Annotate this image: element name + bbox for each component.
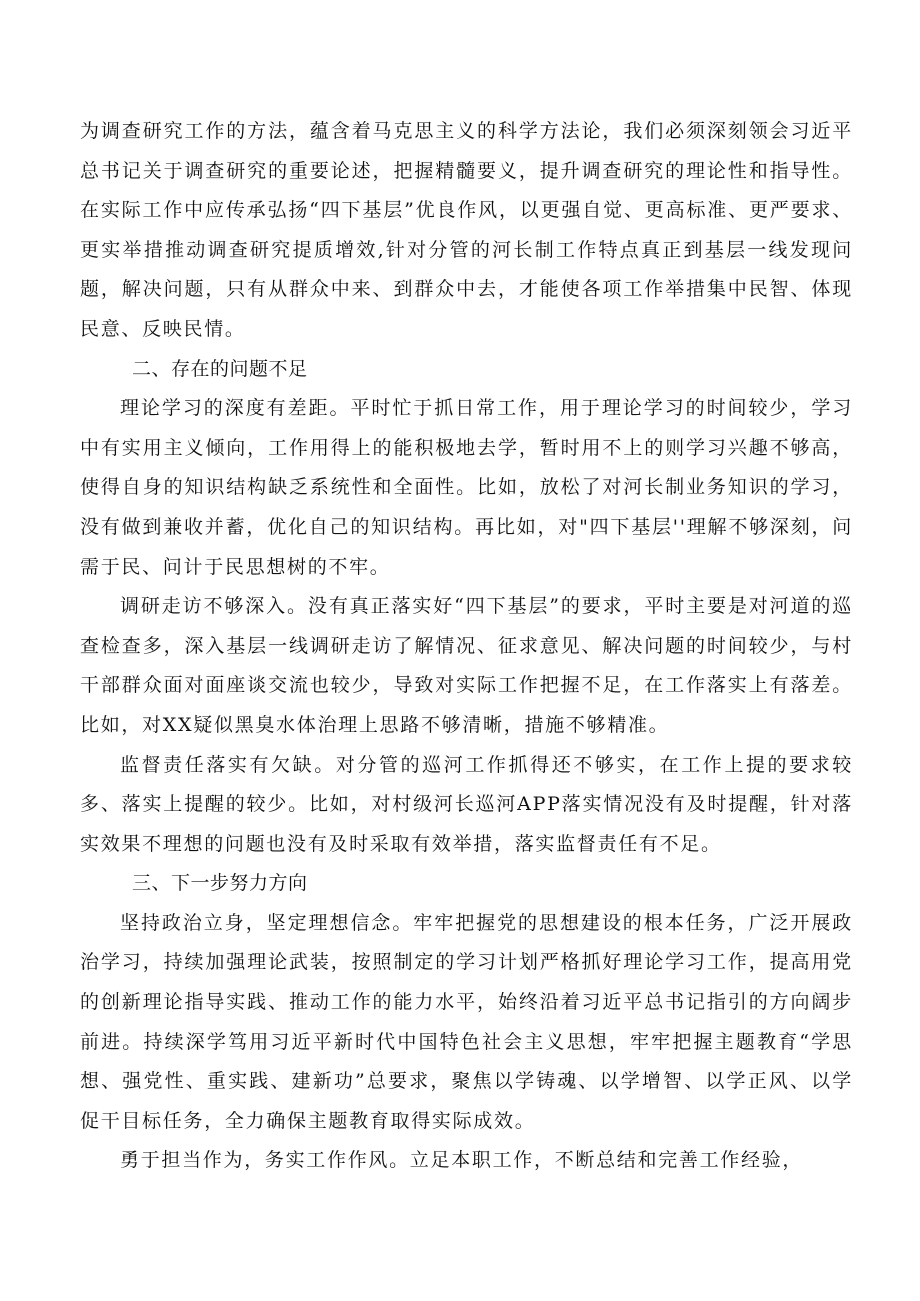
section-heading-problems: 二、存在的问题不足 bbox=[132, 357, 308, 380]
paragraph-research-method: 为调查研究工作的方法，蕴含着马克思主义的科学方法论，我们必须深刻领会习近平总书记关于调查研究的重要论述，把握精髓要义，提升调查研究的理论性和指导性。在实际工作中应传承弘扬“四下基层”优良作风，以更强自觉、更高标准、更严要求、更实举措推动调查研究提质增效,针对分管的河长制工作特点真正到基层一线发现问题，解决问题，只有从群众中来、到群众中去，才能使各项工作举措集中民智、体现民意、反映民情。 bbox=[80, 120, 853, 340]
section-heading-next-steps: 三、下一步努力方向 bbox=[132, 872, 308, 895]
paragraph-supervision: 监督责任落实有欠缺。对分管的巡河工作抓得还不够实，在工作上提的要求较多、落实上提醒的较少。比如，对村级河长巡河APP落实情况没有及时提醒，针对落实效果不理想的问题也没有及时采取有效举措，落实监督责任有不足。 bbox=[80, 753, 853, 855]
paragraph-work-style: 勇于担当作为，务实工作作风。立足本职工作，不断总结和完善工作经验， bbox=[120, 1149, 804, 1172]
paragraph-theory-study: 理论学习的深度有差距。平时忙于抓日常工作，用于理论学习的时间较少，学习中有实用主义倾向，工作用得上的能积极地去学，暂时用不上的则学习兴趣不够高，使得自身的知识结构缺乏系统性和全面性。比如，放松了对河长制业务知识的学习，没有做到兼收并蓄，优化自己的知识结构。再比如，对"四下基层''理解不够深刻，问需于民、问计于民思想树的不牢。 bbox=[80, 397, 853, 578]
paragraph-field-research: 调研走访不够深入。没有真正落实好“四下基层”的要求，平时主要是对河道的巡查检查多，深入基层一线调研走访了解情况、征求意见、解决问题的时间较少，与村干部群众面对面座谈交流也较少，导致对实际工作把握不足，在工作落实上有落差。比如，对XX疑似黑臭水体治理上思路不够清晰，措施不够精准。 bbox=[80, 595, 853, 736]
document-body bbox=[80, 112, 853, 1181]
paragraph-political-stance: 坚持政治立身，坚定理想信念。牢牢把握党的思想建设的根本任务，广泛开展政治学习，持续加强理论武装，按照制定的学习计划严格抓好理论学习工作，提高用党的创新理论指导实践、推动工作的能力水平，始终沿着习近平总书记指引的方向阔步前进。持续深学笃用习近平新时代中国特色社会主义思想，牢牢把握主题教育“学思想、强党性、重实践、建新功”总要求，聚焦以学铸魂、以学增智、以学正风、以学促干目标任务，全力确保主题教育取得实际成效。 bbox=[80, 911, 853, 1132]
